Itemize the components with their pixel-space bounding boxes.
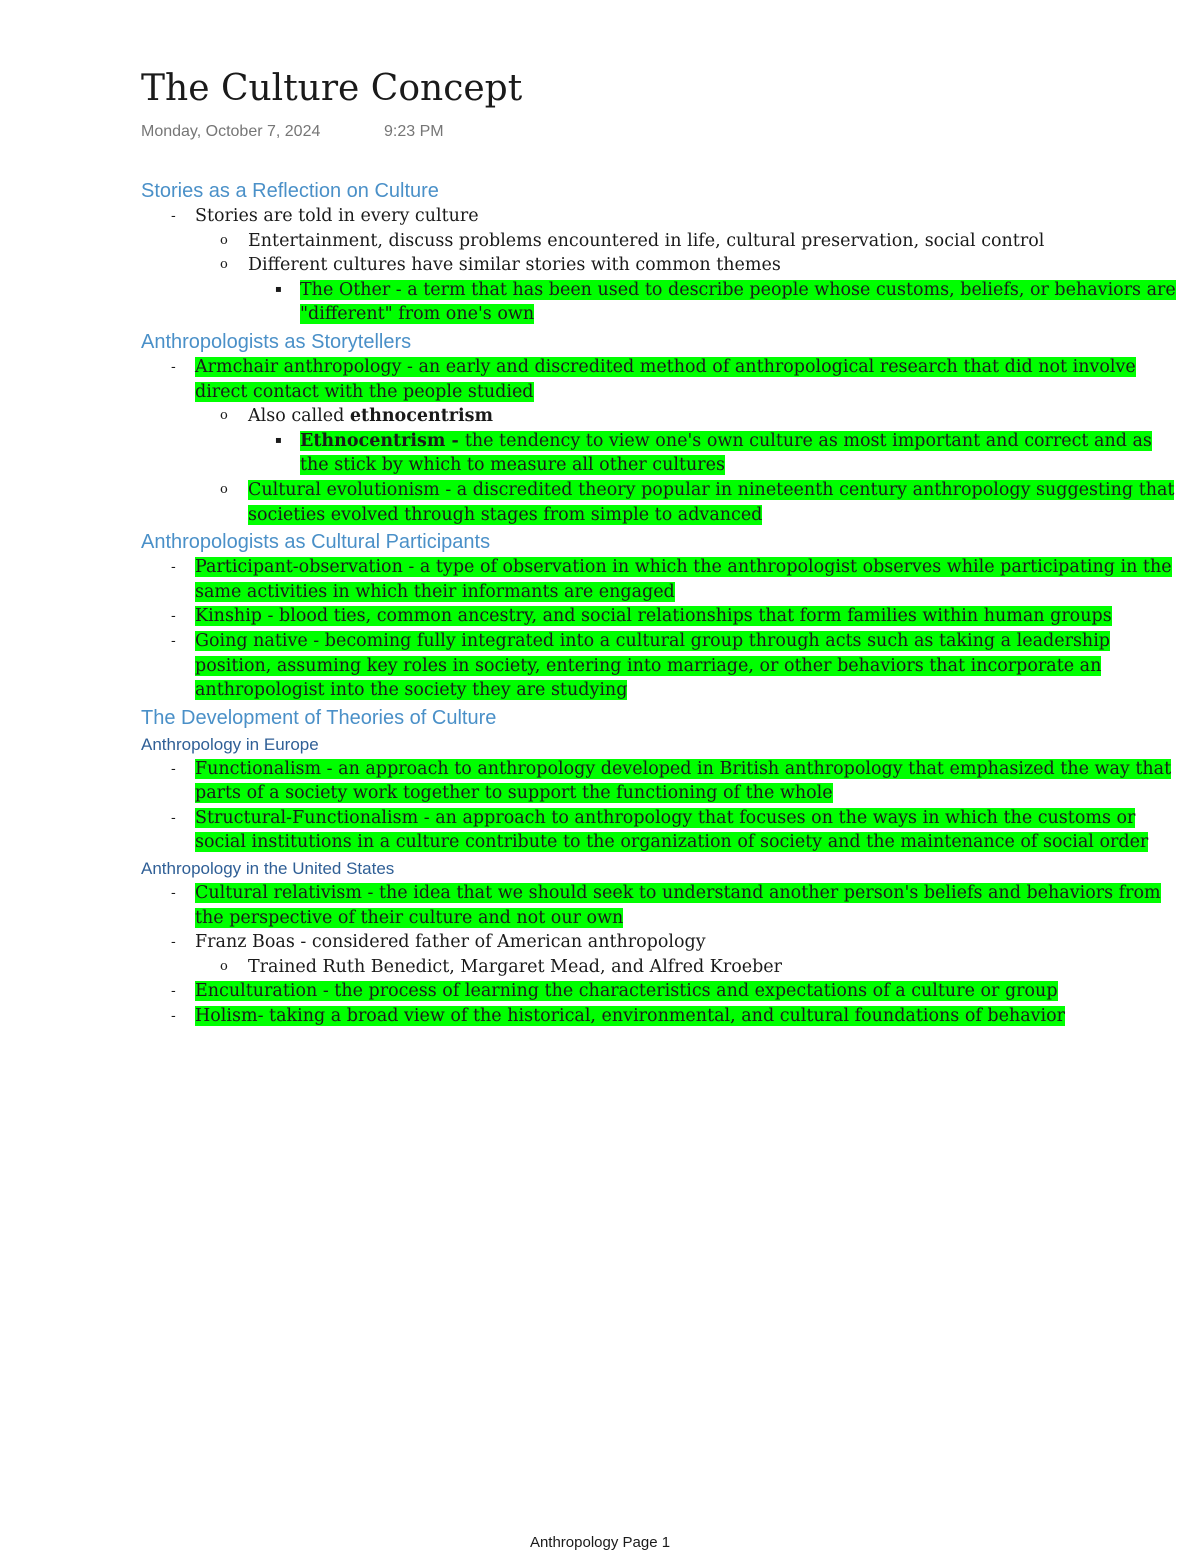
bullet-list bbox=[141, 881, 1181, 1029]
list-item bbox=[141, 429, 1181, 478]
dash-bullet-icon: - bbox=[171, 358, 176, 375]
dash-bullet-icon: - bbox=[171, 885, 176, 902]
definition-text: the tendency to view one's own culture as most important and correct and as the stick by which to measure all other cultures bbox=[300, 430, 1152, 476]
section-heading: Anthropologists as Cultural Participants bbox=[141, 531, 491, 554]
bullet-list bbox=[141, 204, 1181, 327]
circle-bullet-icon: o bbox=[220, 408, 228, 424]
highlighted-definition: The Other - a term that has been used to describe people whose customs, beliefs, or behaviors are "different" from one's own bbox=[300, 279, 1176, 325]
list-item bbox=[141, 930, 1181, 955]
list-item bbox=[141, 278, 1181, 327]
list-item bbox=[141, 204, 1181, 229]
highlighted-definition: Going native - becoming fully integrated into a cultural group through acts such as taking a leadership position, assuming key roles in society, entering into marriage, or other behaviors that incorporate an anthropologist into the society they are studying bbox=[195, 630, 1110, 701]
subsection-heading: Anthropology in Europe bbox=[141, 734, 319, 754]
circle-bullet-icon: o bbox=[220, 257, 228, 273]
list-item bbox=[141, 355, 1181, 404]
highlighted-definition: Cultural evolutionism - a discredited theory popular in nineteenth century anthropology suggesting that societies evolved through stages from simple to advanced bbox=[248, 479, 1175, 525]
list-item bbox=[141, 629, 1181, 703]
page-title: The Culture Concept bbox=[141, 68, 523, 109]
square-bullet-icon: ▪ bbox=[275, 283, 282, 295]
dash-bullet-icon: - bbox=[171, 809, 176, 826]
list-item bbox=[141, 555, 1181, 604]
list-item-text: Also called bbox=[248, 406, 350, 427]
note-content bbox=[141, 176, 1181, 1029]
list-item-text: Stories are told in every culture bbox=[195, 206, 479, 226]
subsection-heading: Anthropology in the United States bbox=[141, 859, 395, 879]
bullet-list bbox=[141, 757, 1181, 855]
list-item bbox=[141, 979, 1181, 1004]
list-item bbox=[141, 881, 1181, 930]
bullet-list bbox=[141, 355, 1181, 527]
list-item-text: Different cultures have similar stories with common themes bbox=[248, 255, 781, 276]
highlighted-definition: Structural-Functionalism - an approach to anthropology that focuses on the ways in which the customs or social institutions in a culture contribute to the organization of society and the maintenance of social order bbox=[195, 807, 1149, 853]
highlighted-definition: Armchair anthropology - an early and discredited method of anthropological research that did not involve direct contact with the people studied bbox=[195, 356, 1136, 402]
square-bullet-icon: ▪ bbox=[275, 434, 282, 446]
dash-bullet-icon: - bbox=[171, 608, 176, 625]
highlighted-definition: Holism- taking a broad view of the historical, environmental, and cultural foundations of behavior bbox=[195, 1006, 1066, 1027]
circle-bullet-icon: o bbox=[220, 958, 228, 974]
highlighted-definition: Enculturation - the process of learning the characteristics and expectations of a culture or group bbox=[195, 981, 1058, 1002]
dash-bullet-icon: - bbox=[171, 983, 176, 1000]
list-item bbox=[141, 604, 1181, 629]
dash-bullet-icon: - bbox=[171, 934, 176, 951]
list-item bbox=[141, 1004, 1181, 1029]
highlighted-definition: Cultural relativism - the idea that we should seek to understand another person's beliefs and behaviors from the perspective of their culture and not our own bbox=[195, 883, 1161, 928]
section-heading: Anthropologists as Storytellers bbox=[141, 330, 412, 353]
circle-bullet-icon: o bbox=[220, 481, 228, 497]
dash-bullet-icon: - bbox=[171, 632, 176, 649]
section-heading: Stories as a Reflection on Culture bbox=[141, 180, 439, 202]
highlighted-definition: Kinship - blood ties, common ancestry, and social relationships that form families within human groups bbox=[195, 606, 1112, 627]
list-item bbox=[141, 229, 1181, 254]
highlighted-definition: Participant-observation - a type of observation in which the anthropologist observes while participating in the same activities in which their informants are engaged bbox=[195, 557, 1172, 602]
list-item bbox=[141, 253, 1181, 278]
list-item-text: Franz Boas - considered father of American anthropology bbox=[195, 932, 706, 953]
dash-bullet-icon: - bbox=[171, 559, 176, 576]
list-item-text: Entertainment, discuss problems encountered in life, cultural preservation, social control bbox=[248, 230, 1045, 251]
dash-bullet-icon: - bbox=[171, 760, 176, 777]
highlighted-definition bbox=[300, 431, 1152, 476]
page-time: 9:23 PM bbox=[384, 123, 444, 140]
page-timestamp bbox=[141, 123, 444, 141]
list-item bbox=[141, 955, 1181, 980]
highlighted-definition: Functionalism - an approach to anthropology developed in British anthropology that emphasized the way that parts of a society work together to support the functioning of the whole bbox=[195, 758, 1172, 804]
dash-bullet-icon: - bbox=[171, 208, 176, 224]
list-item-text: Trained Ruth Benedict, Margaret Mead, and Alfred Kroeber bbox=[248, 956, 783, 977]
section-heading: The Development of Theories of Culture bbox=[141, 706, 497, 729]
list-item bbox=[141, 478, 1181, 527]
bold-term: ethnocentrism bbox=[349, 406, 494, 427]
list-item bbox=[141, 806, 1181, 855]
page-date: Monday, October 7, 2024 bbox=[141, 123, 321, 140]
bold-term: Ethnocentrism - bbox=[300, 430, 465, 451]
list-item bbox=[141, 757, 1181, 806]
page-footer: Anthropology Page 1 bbox=[529, 1534, 671, 1551]
bullet-list bbox=[141, 555, 1181, 703]
list-item bbox=[141, 404, 1181, 429]
circle-bullet-icon: o bbox=[220, 232, 228, 248]
dash-bullet-icon: - bbox=[171, 1008, 176, 1025]
